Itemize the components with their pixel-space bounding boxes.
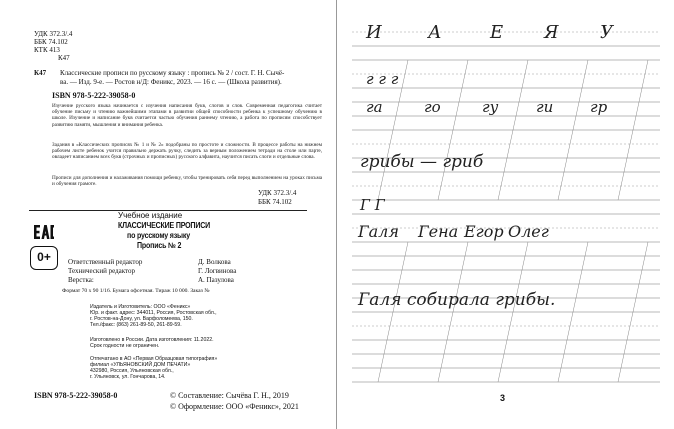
bbk-code-2: ББК 74.102 — [258, 198, 292, 206]
row7-sentence: Галя собирала грибы. — [358, 290, 556, 310]
format-line: Формат 70 х 90 1/16. Бумага офсетная. Тираж 10 000. Заказ № — [62, 288, 210, 294]
age-rating-badge — [30, 246, 58, 270]
annotation-paragraph-1: Изучение русского языка начинается с изучения написания букв, слогов и слов. Современная педагогика считает обучение письму и чтению важнейшими этапами в развитии общей способности ребенка к успешному обучению в школе. Изучение и написание букв считается частью обучения раннему чтению, а работа по прописям способствует развитию памяти, мышления и внимания ребенка. — [52, 103, 322, 128]
row6-name-1: Галя — [358, 222, 399, 241]
bbk-code: ББК 74.102 — [34, 38, 68, 46]
validity: Срок годности не ограничен. — [90, 343, 160, 349]
printed-line-3: 432980, Россия, Ульяновская обл., — [90, 368, 174, 374]
udk-code-2: УДК 372.3/.4 — [258, 189, 297, 197]
copyright-design: © Оформление: ООО «Феникс», 2021 — [170, 402, 299, 411]
made-in: Изготовлено в России. Дата изготовления: 11.2022. — [90, 337, 214, 343]
row3-syllable-5: гр — [590, 98, 608, 116]
publisher-line-2: Юр. и факт. адрес: 344011, Россия, Ростовская обл., — [90, 310, 217, 316]
copyright-compilation: © Составление: Сычёва Г. Н., 2019 — [170, 391, 289, 400]
udk-code: УДК 372.3/.4 — [34, 30, 73, 38]
row1-letter-2: А — [428, 22, 442, 43]
book-title-line-2: по русскому языку — [127, 231, 190, 240]
book-title-line-1: КЛАССИЧЕСКИЕ ПРОПИСИ — [118, 221, 211, 230]
row3-syllable-2: го — [424, 98, 441, 116]
row6-name-4: Олег — [508, 222, 549, 241]
annotation-paragraph-2: Задания в «Классических прописях № 1 и № 2» подобраны по простоте и сложности. В процессе работы на нижнем рабочем листе ребенок учится правильно держать ручку, следить за верным положением тетради на столе или парте, овладеет написанием всех букв (строчных и прописных) русского алфавита, научится писать слоги и отдельные слова. — [52, 142, 322, 161]
credit-name-2: Г. Логвинова — [198, 267, 237, 275]
publisher-line-4: Тел./факс: (863) 261-89-50, 261-89-59. — [90, 322, 182, 328]
catalog-k47: К47 — [34, 69, 47, 77]
isbn-bottom: ISBN 978-5-222-39058-0 — [34, 391, 118, 400]
row1-letter-1: И — [366, 22, 382, 43]
row3-syllable-4: ги — [536, 98, 554, 116]
page-number: 3 — [500, 393, 506, 403]
row6-name-3: Егор — [464, 222, 504, 241]
credit-role-2: Технический редактор — [68, 267, 136, 275]
publisher-line-1: Издатель и Изготовитель: ООО «Феникс» — [90, 304, 191, 310]
printed-line-1: Отпечатано в АО «Первая Образцовая типография» — [90, 356, 218, 362]
right-page — [338, 0, 674, 429]
edition-type: Учебное издание — [118, 211, 183, 220]
handwriting-ruling — [338, 0, 674, 429]
row5-capitals: Г Г — [360, 196, 385, 214]
age-rating: 0+ — [37, 250, 51, 264]
ktk-code: КТК 413 — [34, 46, 60, 54]
row2-letters: г г г — [366, 70, 399, 88]
row3-syllable-3: гу — [482, 98, 499, 116]
author-code: К47 — [58, 54, 70, 62]
row1-letter-4: Я — [544, 22, 559, 43]
publisher-line-3: г. Ростов-на-Дону, ул. Варфоломеева, 150. — [90, 316, 193, 322]
row4-words: грибы — гриб — [360, 152, 484, 172]
printed-line-4: г. Ульяновск, ул. Гончарова, 14. — [90, 374, 166, 380]
catalog-line-1: Классические прописи по русскому языку : пропись № 2 / сост. Г. Н. Сычё- — [60, 69, 285, 77]
credit-role-3: Верстка: — [68, 276, 94, 284]
isbn-top: ISBN 978-5-222-39058-0 — [52, 91, 136, 100]
eac-icon — [33, 221, 55, 243]
printed-line-2: филиал «УЛЬЯНОВСКИЙ ДОМ ПЕЧАТИ» — [90, 362, 191, 368]
row6-name-2: Гена — [418, 222, 459, 241]
credit-role-1: Ответственный редактор — [68, 258, 143, 266]
row1-letter-5: У — [600, 22, 614, 43]
credit-name-3: А. Пазулова — [198, 276, 234, 284]
annotation-paragraph-3: Прописи для дополнения и налаживания помощи ребенку, чтобы тренировать себя перед выполнением на уроках письма и обучения грамоте. — [52, 175, 322, 188]
row3-syllable-1: га — [366, 98, 383, 116]
book-title-line-3: Пропись № 2 — [137, 241, 182, 250]
credit-name-1: Д. Волкова — [198, 258, 231, 266]
row1-letter-3: Е — [490, 22, 504, 43]
catalog-line-2: ва. — Изд. 9-е. — Ростов н/Д: Феникс, 2023. — 16 с. — (Школа развития). — [60, 78, 282, 86]
